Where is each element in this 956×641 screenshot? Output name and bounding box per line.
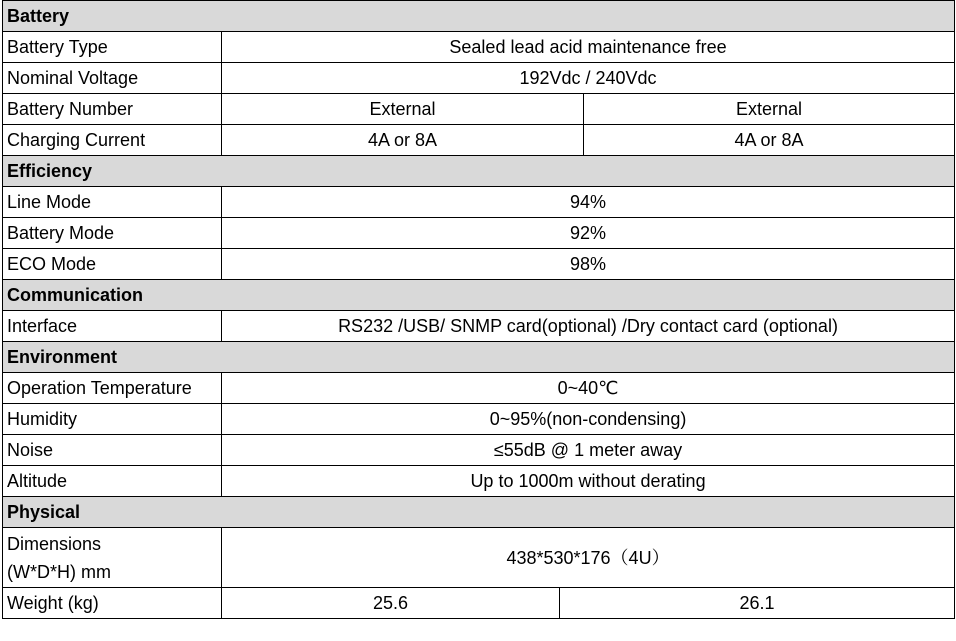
row-label: Battery Type xyxy=(3,32,222,63)
row-value: 98% xyxy=(222,249,955,280)
row-label: Battery Number xyxy=(3,94,222,125)
table-row xyxy=(3,63,955,94)
table-row xyxy=(3,249,955,280)
row-label xyxy=(3,528,222,588)
table-row xyxy=(3,218,955,249)
table-row xyxy=(3,32,955,63)
row-label: Interface xyxy=(3,311,222,342)
row-value: ≤55dB @ 1 meter away xyxy=(222,435,955,466)
row-value-model-b: External xyxy=(584,94,955,125)
section-title: Environment xyxy=(3,342,955,373)
section-header-communication xyxy=(3,280,955,311)
row-label: Noise xyxy=(3,435,222,466)
section-header-efficiency xyxy=(3,156,955,187)
table-row xyxy=(3,404,955,435)
row-label: Weight (kg) xyxy=(3,588,222,619)
row-label: Altitude xyxy=(3,466,222,497)
row-label: Operation Temperature xyxy=(3,373,222,404)
section-title: Communication xyxy=(3,280,955,311)
table-row xyxy=(3,528,955,588)
row-value-model-a: External xyxy=(222,94,584,125)
table-row xyxy=(3,187,955,218)
row-value-model-b: 26.1 xyxy=(560,588,955,619)
table-row xyxy=(3,311,955,342)
row-label: Line Mode xyxy=(3,187,222,218)
row-value: 0~40℃ xyxy=(222,373,955,404)
row-value-model-b: 4A or 8A xyxy=(584,125,955,156)
row-label: Humidity xyxy=(3,404,222,435)
row-value: RS232 /USB/ SNMP card(optional) /Dry contact card (optional) xyxy=(222,311,955,342)
section-header-physical xyxy=(3,497,955,528)
row-label: Battery Mode xyxy=(3,218,222,249)
table-row xyxy=(3,94,955,125)
section-header-battery xyxy=(3,1,955,32)
spec-table xyxy=(2,0,955,619)
row-value: Sealed lead acid maintenance free xyxy=(222,32,955,63)
table-row xyxy=(3,466,955,497)
table-row xyxy=(3,125,955,156)
section-title: Physical xyxy=(3,497,955,528)
row-value: 192Vdc / 240Vdc xyxy=(222,63,955,94)
row-value: Up to 1000m without derating xyxy=(222,466,955,497)
row-value: 438*530*176（4U） xyxy=(222,528,955,588)
row-value-model-a: 25.6 xyxy=(222,588,560,619)
table-row xyxy=(3,588,955,619)
table-row xyxy=(3,373,955,404)
row-label: Charging Current xyxy=(3,125,222,156)
row-value: 94% xyxy=(222,187,955,218)
section-title: Battery xyxy=(3,1,955,32)
section-title: Efficiency xyxy=(3,156,955,187)
row-label: ECO Mode xyxy=(3,249,222,280)
row-label-line1: Dimensions xyxy=(7,533,102,554)
section-header-environment xyxy=(3,342,955,373)
row-value: 0~95%(non-condensing) xyxy=(222,404,955,435)
table-row xyxy=(3,435,955,466)
row-value: 92% xyxy=(222,218,955,249)
row-label: Nominal Voltage xyxy=(3,63,222,94)
row-label-line2: (W*D*H) mm xyxy=(7,561,111,582)
row-value-model-a: 4A or 8A xyxy=(222,125,584,156)
